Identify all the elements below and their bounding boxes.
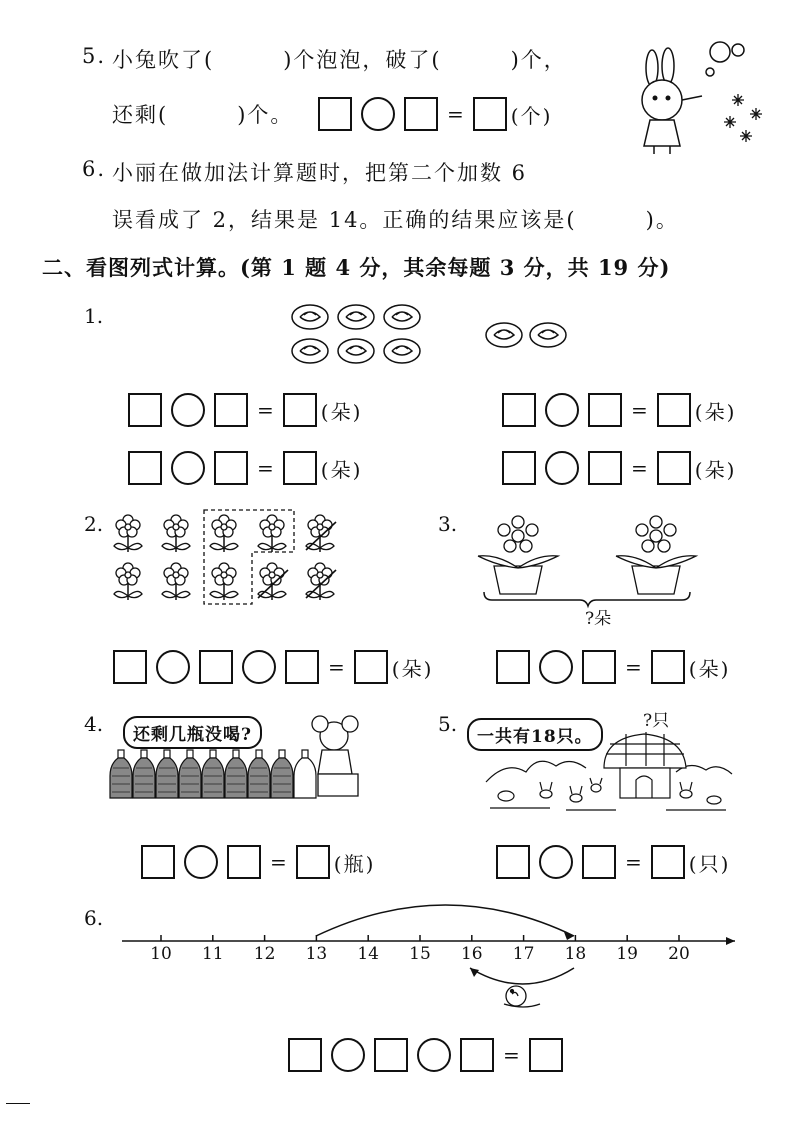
s2-q2-number: 2.	[84, 512, 104, 536]
s2-q4-speech-bubble: 还剩几瓶没喝?	[123, 716, 262, 749]
s2-q1-number: 1.	[84, 304, 104, 328]
unit-label: (只)	[688, 851, 731, 876]
q6-number: 6.	[82, 157, 107, 181]
unit-label: (个)	[510, 103, 553, 128]
equals-sign: =	[270, 850, 287, 874]
answer-box[interactable]	[529, 1038, 563, 1072]
tick-label: 20	[668, 944, 690, 964]
s2-q3-question-label: ?朵	[585, 609, 612, 629]
answer-box[interactable]	[460, 1038, 494, 1072]
equals-sign: =	[257, 398, 274, 422]
tick-label: 19	[616, 944, 638, 964]
unit-label: (朵)	[320, 399, 363, 424]
operator-circle[interactable]	[417, 1038, 451, 1072]
unit-label: (朵)	[694, 399, 737, 424]
equals-sign: =	[625, 655, 642, 679]
tick-label: 18	[564, 944, 587, 964]
operator-circle[interactable]	[331, 1038, 365, 1072]
equals-sign: =	[328, 655, 345, 679]
tick-label: 13	[305, 944, 328, 964]
snail-icon	[504, 986, 540, 1007]
equals-sign: =	[257, 456, 274, 480]
section2-title: 二、看图列式计算。(第 1 题 4 分，其余每题 3 分，共 19 分)	[42, 255, 671, 280]
unit-label: (朵)	[694, 457, 737, 482]
s2-q5-question-label: ?只	[643, 711, 670, 731]
tick-label: 10	[150, 944, 172, 964]
answer-box[interactable]	[288, 1038, 322, 1072]
unit-label: (瓶)	[333, 851, 376, 876]
s2-q3-number: 3.	[438, 512, 458, 536]
tick-label: 15	[409, 944, 431, 964]
s2-q4-number: 4.	[84, 712, 104, 736]
q6-line2: 误看成了 2，结果是 14。正确的结果应该是( )。	[112, 208, 679, 232]
equals-sign: =	[503, 1043, 520, 1067]
equals-sign: =	[625, 850, 642, 874]
page-corner-mark	[6, 1103, 30, 1104]
s2-q6-number: 6.	[84, 906, 104, 930]
tick-label: 14	[357, 944, 379, 964]
tick-label: 17	[512, 944, 535, 964]
unit-label: (朵)	[688, 656, 731, 681]
s2-q5-speech-bubble: 一共有18只。	[467, 718, 603, 751]
tick-label: 16	[460, 944, 483, 964]
unit-label: (朵)	[391, 656, 434, 681]
q5-number: 5.	[82, 44, 107, 68]
equals-sign: =	[631, 398, 648, 422]
equals-sign: =	[447, 102, 464, 126]
s2-q5-number: 5.	[438, 712, 458, 736]
q5-line1: 小兔吹了( )个泡泡，破了( )个，	[112, 48, 567, 72]
equals-sign: =	[631, 456, 648, 480]
q5-line2: 还剩( )个。	[112, 103, 294, 127]
unit-label: (朵)	[320, 457, 363, 482]
tick-label: 11	[201, 944, 224, 964]
tick-label: 12	[253, 944, 276, 964]
q6-line1: 小丽在做加法计算题时，把第二个加数 6	[112, 161, 528, 185]
answer-box[interactable]	[374, 1038, 408, 1072]
s2-q6-equation	[288, 1036, 563, 1074]
